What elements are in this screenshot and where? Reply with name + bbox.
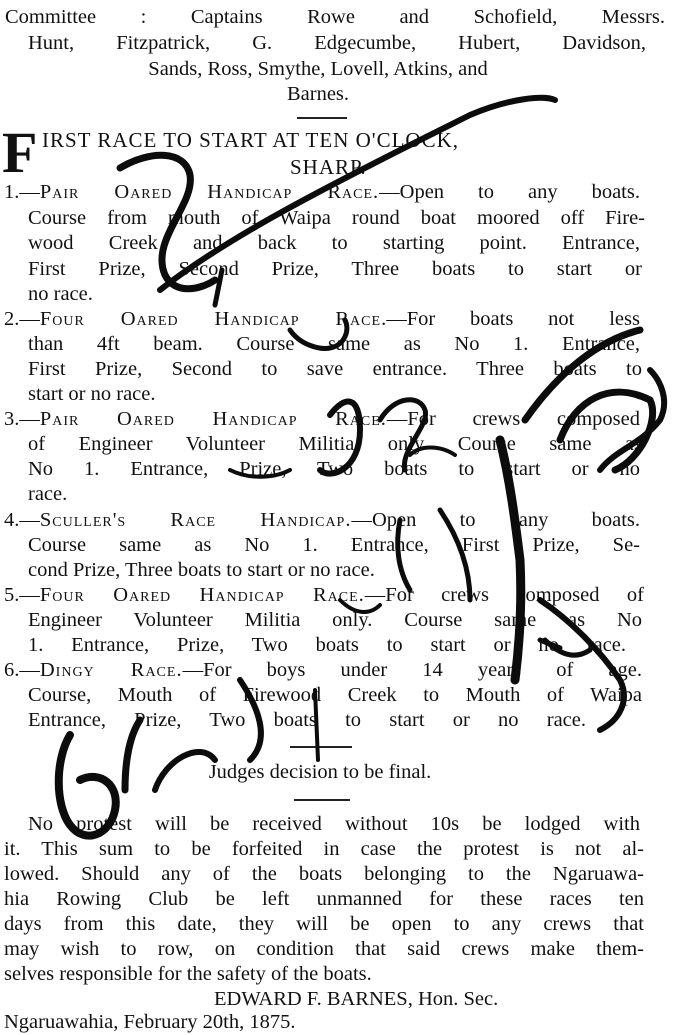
race-1-line: First Prize, Second Prize, Three boats to start or (28, 258, 642, 280)
race-5-line: 1. Entrance, Prize, Two boats to start or no race. (28, 634, 626, 656)
race-4-line: Course same as No 1. Entrance, First Prize, Se- (28, 534, 640, 556)
race-3-header (4, 407, 640, 432)
race-5-line: Engineer Volunteer Militia only. Course same as No (28, 609, 642, 631)
race-number: 5.— (4, 584, 40, 606)
race-3-line: race. (28, 483, 68, 505)
race-6-line: Entrance, Prize, Two boats to start or no race. (28, 709, 586, 731)
race-number: 1.— (4, 181, 40, 203)
heading-line-2: SHARP. (290, 155, 367, 179)
race-3-line: of Engineer Volunteer Militia only Course same as (28, 433, 642, 455)
race-title: Dingy Race. (39, 659, 183, 681)
race-description: —For boys under 14 years of age. (182, 659, 642, 681)
race-4-line: cond Prize, Three boats to start or no race. (28, 559, 375, 581)
committee-line-1: Committee : Captains Rowe and Schofield, Messrs. (5, 6, 665, 28)
race-description: —Open to any boats. (351, 509, 640, 531)
race-description: —For crews composed of (364, 584, 644, 606)
separator-rule (297, 117, 347, 119)
race-1-line: wood Creek and back to starting point. Entrance, (28, 232, 640, 254)
race-4-header (4, 508, 640, 533)
race-title: Sculler's Race Handicap. (39, 509, 352, 531)
separator-rule (290, 746, 352, 748)
protest-line: may wish to row, on condition that said crews make them- (4, 938, 644, 960)
race-2-line: than 4ft beam. Course same as No 1. Entrance, (28, 333, 640, 355)
race-number: 3.— (4, 408, 40, 430)
race-5-header (4, 583, 644, 608)
race-1-line: no race. (28, 283, 93, 305)
race-title: Four Oared Handicap Race (39, 308, 382, 330)
protest-line: lowed. Should any of the boats belonging to the Ngaruawa- (4, 863, 644, 885)
race-description: —Open to any boats. (379, 181, 640, 203)
drop-cap: F (2, 120, 38, 185)
race-6-line: Course, Mouth of Firewood Creek to Mouth of Waipa (28, 684, 642, 706)
race-title: Pair Oared Handicap Race. (39, 181, 380, 203)
separator-rule (294, 799, 350, 801)
race-1-line: Course from mouth of Waipa round boat moored off Fire- (28, 207, 645, 229)
race-1-header (4, 180, 640, 205)
protest-line: hia Rowing Club be left unmanned for these races ten (4, 888, 644, 910)
signature: EDWARD F. BARNES, Hon. Sec. (214, 988, 499, 1010)
committee-line-2: Hunt, Fitzpatrick, G. Edgecumbe, Hubert, Davidson, (28, 32, 646, 54)
race-number: 2.— (4, 308, 40, 330)
race-2-header (4, 307, 640, 332)
committee-line-3: Sands, Ross, Smythe, Lovell, Atkins, and (148, 58, 488, 80)
protest-line: it. This sum to be forfeited in case the protest is not al- (4, 838, 644, 860)
race-description: —For crews composed (386, 408, 640, 430)
race-title: Four Oared Handicap Race. (39, 584, 365, 606)
heading-line-1: IRST RACE TO START AT TEN O'CLOCK, (42, 128, 459, 152)
race-2-line: First Prize, Second to save entrance. Three boats to (28, 358, 642, 380)
race-number: 4.— (4, 509, 40, 531)
race-description: .—For boats not less (381, 308, 640, 330)
protest-line: selves responsible for the safety of the boats. (4, 963, 372, 985)
protest-line: days from this date, they will be open to any crews that (4, 913, 644, 935)
race-2-line: start or no race. (28, 383, 156, 405)
race-number: 6.— (4, 659, 40, 681)
judges-decision: Judges decision to be final. (208, 761, 432, 783)
protest-line: No protest will be received without 10s be lodged with (28, 813, 640, 835)
race-3-line: No 1. Entrance, Prize, Two boats to start or no (28, 458, 640, 480)
dateline: Ngaruawahia, February 20th, 1875. (4, 1011, 296, 1033)
committee-line-4: Barnes. (286, 83, 350, 105)
race-title: Pair Oared Handicap Race. (39, 408, 387, 430)
race-6-header (4, 658, 642, 683)
